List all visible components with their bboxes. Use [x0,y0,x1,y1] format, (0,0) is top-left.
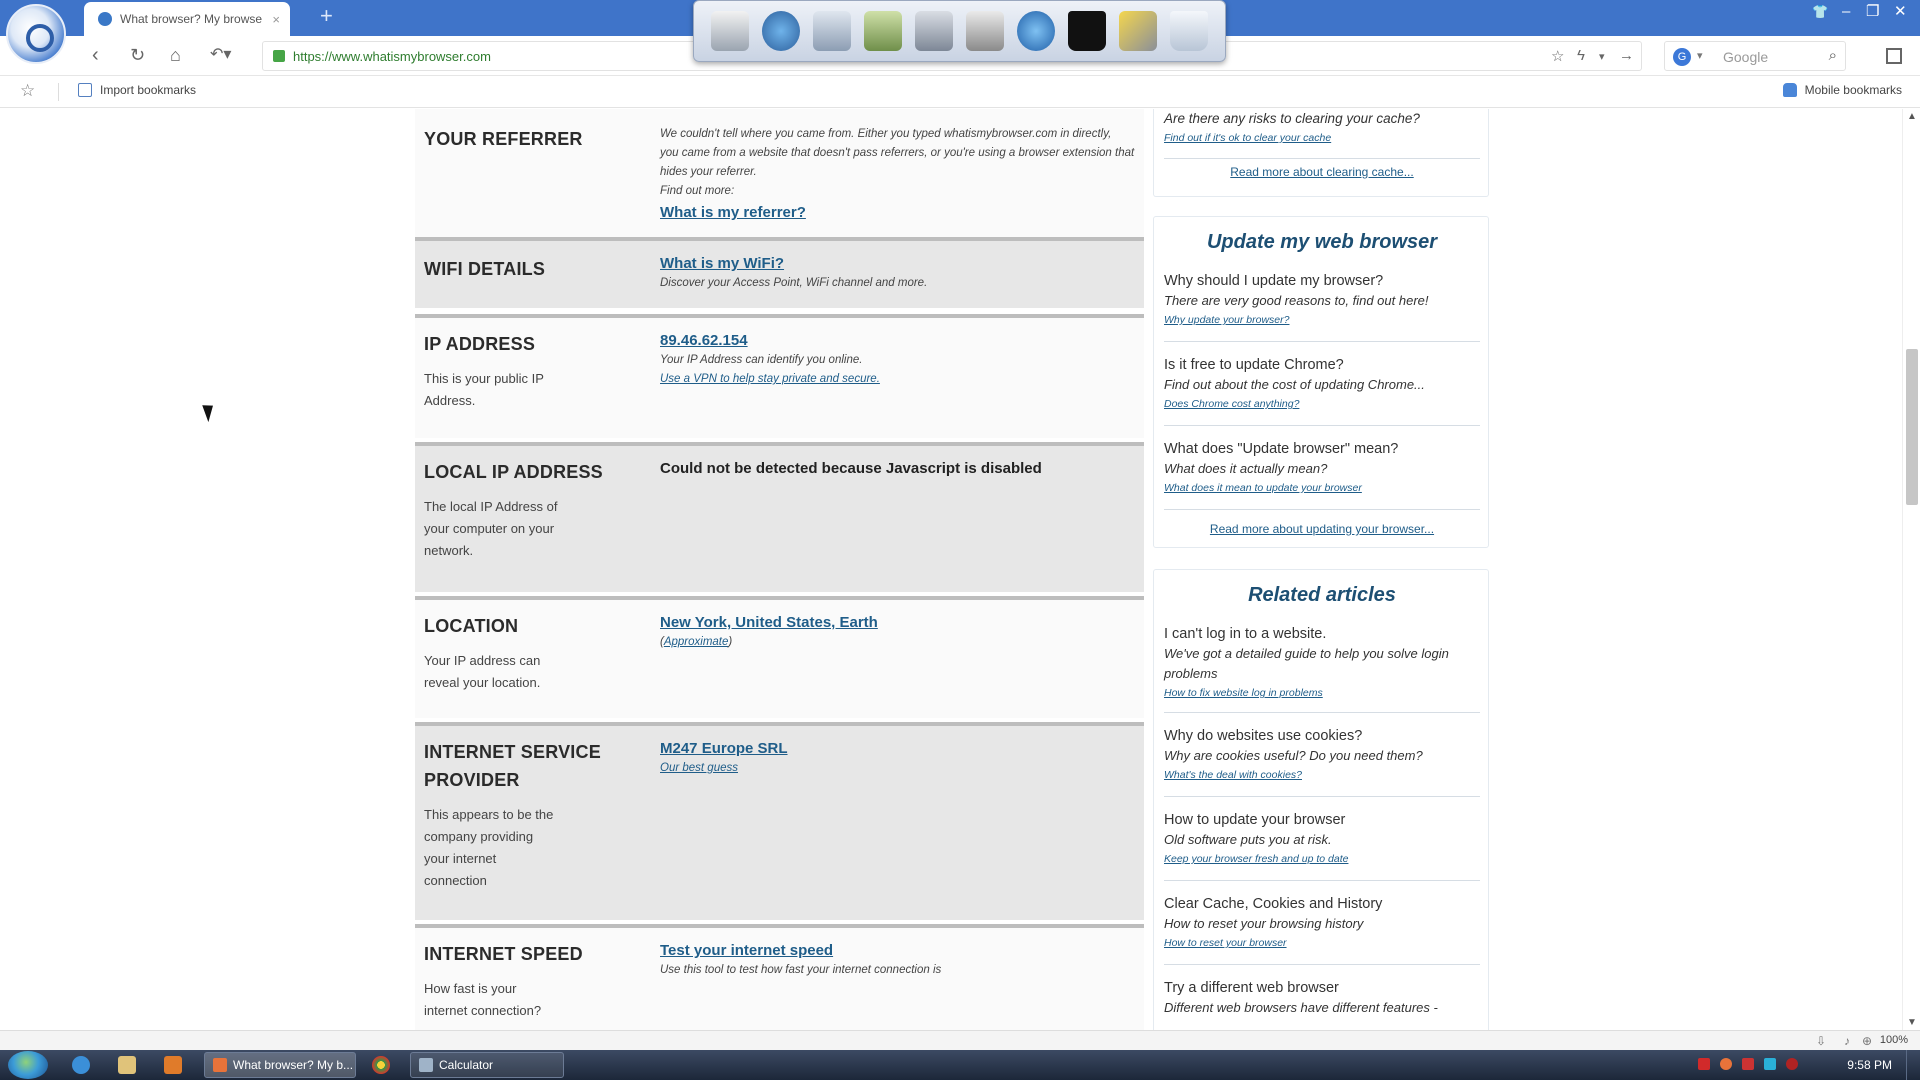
row-location [415,596,1144,718]
update-item [1164,355,1480,426]
tab-title: What browser? My browse [120,12,263,26]
row-description-line: internet connection? [424,1003,542,1018]
back-icon[interactable]: ‹ [92,44,99,66]
read-more-updating-link[interactable]: Read more about updating your browser... [1209,522,1435,536]
search-input[interactable]: Google [1723,49,1769,65]
row-label-line: PROVIDER [424,770,520,790]
search-box[interactable] [1664,41,1846,71]
best-guess-link[interactable]: Our best guess [660,762,738,774]
tray-browser-icon[interactable] [1720,1058,1732,1070]
row-description-line: company providing [424,829,534,844]
update-item-link[interactable]: Does Chrome cost anything? [1164,398,1300,410]
clock[interactable]: 9:58 PM [1847,1058,1892,1072]
apps-grid-icon[interactable] [1886,48,1902,64]
row-value [660,255,1140,293]
update-item-answer: There are very good reasons to, find out here! [1164,293,1429,308]
row-description [424,496,574,562]
task-label: Calculator [439,1058,494,1072]
isp-link[interactable]: M247 Europe SRL [660,740,788,757]
zoom-icon[interactable]: ⊕ [1861,1034,1872,1048]
mobile-bookmarks-button[interactable] [1783,83,1902,97]
row-description-line: network. [424,543,474,558]
cache-panel-item [1164,109,1480,159]
row-description-line: This is your public IP [424,371,544,386]
row-description-line: your computer on your [424,521,555,536]
row-description-line: The local IP Address of [424,499,558,514]
mobile-bookmarks-icon [1783,83,1797,97]
dock-tshirt-icon[interactable] [1068,11,1106,51]
related-item-link[interactable]: How to fix website log in problems [1164,687,1323,699]
zoom-level[interactable]: 100% [1879,1034,1908,1046]
cache-panel [1153,109,1489,197]
row-description [424,368,574,412]
dock-folder-icon[interactable] [864,11,902,51]
taskbar-task-browser[interactable] [204,1052,356,1078]
update-item-question: Why should I update my browser? [1164,273,1384,289]
browser-tab-active[interactable] [84,2,290,36]
row-description-line: This appears to be the [424,807,554,822]
page-viewport [0,109,1902,1030]
what-is-my-wifi-link[interactable]: What is my WiFi? [660,255,785,272]
dock-magic-wand-icon[interactable] [1119,11,1157,51]
mouse-cursor-icon [202,402,218,422]
tray-v-icon[interactable] [1698,1058,1710,1070]
note-paren-close: ) [728,636,733,648]
row-label [424,738,614,794]
explorer-folder-icon[interactable] [118,1056,136,1074]
related-item-question: Try a different web browser [1164,980,1339,996]
chrome-icon[interactable] [372,1056,390,1074]
browser-logo-icon[interactable] [6,4,66,64]
related-item-answer: Different web browsers have different features - [1164,1000,1438,1015]
related-item-answer: We've got a detailed guide to help you solve login [1164,646,1449,661]
import-bookmarks-label: Import bookmarks [100,83,197,97]
related-item [1164,810,1480,881]
import-bookmarks-button[interactable] [78,83,196,97]
row-label: YOUR REFERRER [424,129,583,149]
search-engine-icon[interactable]: G [1673,48,1691,66]
related-item [1164,624,1480,713]
related-item-answer: How to reset your browsing history [1164,916,1364,931]
row-wifi [415,237,1144,308]
search-engine-dropdown-icon[interactable]: ▾ [1697,50,1703,62]
dock-tools-icon[interactable] [966,11,1004,51]
url-text[interactable]: https://www.whatismybrowser.com [293,49,491,64]
row-value [660,332,1140,389]
secure-lock-icon [273,50,285,62]
related-item-link[interactable]: How to reset your browser [1164,937,1287,949]
row-note: We couldn't tell where you came from. Either you typed whatismybrowser.com in directly, [660,128,1112,140]
new-tab-button[interactable]: + [320,3,333,28]
row-label-line: INTERNET SERVICE [424,742,601,762]
start-button-icon[interactable] [8,1051,48,1079]
page-scrollbar[interactable] [1902,109,1920,1030]
browser-statusbar [0,1030,1920,1050]
bookmark-star-icon[interactable]: ☆ [1551,48,1565,65]
media-player-icon[interactable] [164,1056,182,1074]
bookmarks-divider [58,83,59,101]
related-item-question: I can't log in to a website. [1164,626,1327,642]
dock-documents-icon[interactable] [813,11,851,51]
browser-task-icon [213,1058,227,1072]
row-referrer [415,109,1144,237]
dock-computer-icon[interactable] [711,11,749,51]
dropdown-chevron-icon[interactable]: ▾ [1599,51,1605,63]
update-item-link[interactable]: Why update your browser? [1164,314,1290,326]
taskbar-task-calculator[interactable] [410,1052,564,1078]
row-note: Find out more: [660,185,735,197]
search-icon[interactable]: ⌕ [1828,47,1837,64]
dock-drive-icon[interactable] [915,11,953,51]
row-description [424,804,574,892]
note-paren-open: ( [660,636,664,648]
tray-flag-icon[interactable] [1742,1058,1754,1070]
related-item-question: Clear Cache, Cookies and History [1164,896,1383,912]
row-note: Discover your Access Point, WiFi channel and more. [660,277,928,289]
row-label: WIFI DETAILS [424,259,546,279]
windows-taskbar [0,1050,1920,1080]
task-label: What browser? My b... [233,1058,354,1072]
related-item [1164,726,1480,797]
row-local-ip-address [415,442,1144,592]
row-note [660,633,1140,652]
volume-icon[interactable]: ♪ [1844,1034,1850,1048]
related-item-answer: Old software puts you at risk. [1164,832,1332,847]
update-item-answer: What does it actually mean? [1164,461,1328,476]
scroll-down-icon[interactable]: ▼ [1907,1017,1917,1028]
update-item-link[interactable]: What does it mean to update your browser [1164,482,1362,494]
row-value [660,614,1140,652]
related-item-question: Why do websites use cookies? [1164,728,1363,744]
close-window-button[interactable]: ✕ [1894,3,1907,20]
update-browser-panel [1153,216,1489,548]
update-item [1164,439,1480,510]
row-description [424,978,574,1022]
row-value [660,125,1140,221]
scroll-up-icon[interactable]: ▲ [1907,111,1917,122]
desktop-dock [693,0,1226,62]
row-value [660,942,1140,980]
bookmarks-bar [0,76,1920,108]
row-label: IP ADDRESS [424,334,536,354]
download-icon[interactable]: ⇩ [1815,1034,1826,1048]
mobile-bookmarks-label: Mobile bookmarks [1804,83,1902,97]
row-note: hides your referrer. [660,166,757,178]
row-description [424,650,574,694]
bookmarks-star-icon[interactable]: ☆ [20,81,36,100]
skin-icon[interactable]: 👕 [1812,4,1829,19]
related-item-answer: Why are cookies useful? Do you need them? [1164,748,1423,763]
row-value [660,460,1140,477]
ip-address-link[interactable]: 89.46.62.154 [660,332,748,349]
lightning-icon[interactable]: ϟ [1577,47,1585,64]
tray-network-icon[interactable] [1764,1058,1776,1070]
related-item-link[interactable]: Keep your browser fresh and up to date [1164,853,1349,865]
row-note: you came from a website that doesn't pass referrers, or you're using a browser extension that [660,147,1135,159]
row-description-line: your internet [424,851,497,866]
row-note: Use this tool to test how fast your internet connection is [660,964,942,976]
update-item-question: Is it free to update Chrome? [1164,357,1344,373]
undo-close-tab-icon[interactable]: ↶▾ [210,46,232,63]
tray-security-icon[interactable] [1786,1058,1798,1070]
reload-icon[interactable]: ↻ [130,45,146,65]
test-speed-link[interactable]: Test your internet speed [660,942,834,959]
local-ip-value: Could not be detected because Javascript is disabled [660,460,1042,477]
row-description-line: connection [424,873,487,888]
ie-icon[interactable] [72,1056,90,1074]
scroll-thumb[interactable] [1906,349,1918,505]
approximate-link[interactable]: Approximate [663,636,729,648]
related-item-answer: problems [1164,666,1218,681]
read-more-cache-link[interactable]: Read more about clearing cache... [1230,165,1414,179]
row-value [660,740,1140,778]
related-item-question: How to update your browser [1164,812,1346,828]
related-item-link[interactable]: What's the deal with cookies? [1164,769,1302,781]
row-ip-address [415,314,1144,438]
row-description-line: How fast is your [424,981,517,996]
cache-ok-link[interactable]: Find out if it's ok to clear your cache [1164,132,1332,144]
related-item [1164,894,1480,965]
calculator-icon [419,1058,433,1072]
related-articles-panel [1153,569,1489,1030]
vpn-link[interactable]: Use a VPN to help stay private and secure. [660,373,880,385]
row-label: LOCAL IP ADDRESS [424,462,603,482]
tab-close-icon[interactable]: × [272,11,280,27]
what-is-my-referrer-link[interactable]: What is my referrer? [660,204,806,221]
home-icon[interactable]: ⌂ [170,45,181,65]
show-desktop-button[interactable] [1906,1050,1920,1080]
update-panel-title: Update my web browser [1206,231,1438,253]
update-item-answer: Find out about the cost of updating Chrome... [1164,377,1425,392]
row-description-line: Address. [424,393,476,408]
dock-network-icon[interactable] [762,11,800,51]
minimize-button[interactable]: – [1842,3,1851,20]
cache-question: Are there any risks to clearing your cache? [1164,111,1420,126]
row-isp [415,722,1144,920]
row-description-line: reveal your location. [424,675,541,690]
maximize-button[interactable]: ❐ [1866,3,1880,20]
tab-favicon-icon [98,12,112,26]
update-item-question: What does "Update browser" mean? [1164,441,1399,457]
related-item [1164,978,1480,1030]
row-internet-speed [415,924,1144,1030]
go-arrow-icon[interactable]: → [1619,47,1634,64]
import-icon [78,83,92,97]
update-item [1164,271,1480,342]
dock-recycle-bin-icon[interactable] [1170,11,1208,51]
row-description-line: Your IP address can [424,653,541,668]
related-panel-title: Related articles [1248,584,1396,606]
row-note: Your IP Address can identify you online. [660,354,863,366]
location-link[interactable]: New York, United States, Earth [660,614,878,631]
dock-globe-icon[interactable] [1017,11,1055,51]
row-label: LOCATION [424,616,519,636]
row-label: INTERNET SPEED [424,944,583,964]
